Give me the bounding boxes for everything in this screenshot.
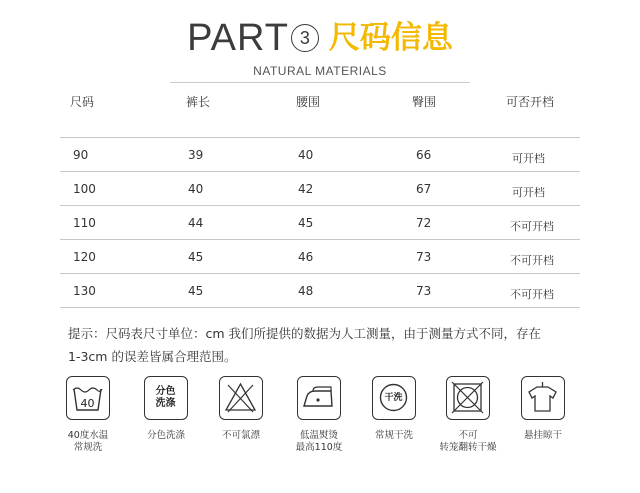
- cell-open-crotch: 不可开档: [510, 288, 554, 301]
- cell-open-crotch: 不可开档: [510, 254, 554, 267]
- cell-length: 44: [188, 216, 204, 230]
- cell-hip: 67: [416, 182, 432, 196]
- part-label: PART: [187, 17, 289, 59]
- cell-hip: 73: [416, 284, 432, 298]
- part-number-badge: 3: [291, 24, 319, 52]
- cell-waist: 42: [298, 182, 314, 196]
- cell-hip: 72: [416, 216, 432, 230]
- column-header-size: 尺码: [70, 95, 95, 109]
- care-item: [503, 376, 583, 442]
- care-label-line1: 低温熨烫: [299, 430, 338, 441]
- wash-40-icon: [66, 376, 110, 420]
- wash-temperature: 40: [80, 396, 95, 410]
- column-header-length: 裤长: [186, 95, 211, 109]
- title-row: [0, 14, 640, 62]
- cell-size: 110: [73, 216, 96, 230]
- care-item: [48, 376, 128, 454]
- cell-length: 39: [188, 148, 204, 162]
- care-item: [354, 376, 434, 442]
- symbol-line2: 洗涤: [155, 397, 176, 409]
- symbol-line1: 分色: [155, 385, 176, 397]
- separate-wash-symbol: [145, 377, 186, 418]
- care-label: [354, 430, 434, 442]
- care-item: [428, 376, 508, 454]
- low-iron-icon: [297, 376, 341, 420]
- cell-waist: 46: [298, 250, 314, 264]
- cell-size: 100: [73, 182, 96, 196]
- cell-hip: 73: [416, 250, 432, 264]
- table-row: [60, 240, 580, 274]
- care-label: [428, 430, 508, 454]
- table-row: [60, 206, 580, 240]
- care-label: [201, 430, 281, 442]
- no-tumble-dry-icon: [446, 376, 490, 420]
- care-item: [126, 376, 206, 442]
- size-note: [68, 322, 588, 368]
- care-instructions: [60, 376, 580, 486]
- care-label-line1: 悬挂晾干: [523, 430, 562, 441]
- care-label: [279, 430, 359, 454]
- cell-hip: 66: [416, 148, 432, 162]
- cell-open-crotch: 可开档: [512, 186, 545, 199]
- care-label: [48, 430, 128, 454]
- care-label-line1: 常规干洗: [374, 430, 413, 441]
- cell-length: 40: [188, 182, 204, 196]
- header: [0, 14, 640, 83]
- dry-clean-icon: [372, 376, 416, 420]
- care-label-line2: 最高110度: [295, 442, 343, 453]
- table-row: [60, 138, 580, 172]
- cell-open-crotch: 可开档: [512, 152, 545, 165]
- section-title: 尺码信息: [328, 20, 453, 56]
- hang-dry-icon: [521, 376, 565, 420]
- care-label-line1: 不可氯漂: [221, 430, 260, 441]
- table-header: [60, 91, 580, 138]
- care-label: [503, 430, 583, 442]
- column-header-hip: 臀围: [412, 95, 437, 109]
- no-bleach-icon: [219, 376, 263, 420]
- cell-length: 45: [188, 284, 204, 298]
- care-label: [126, 430, 206, 442]
- cell-size: 90: [73, 148, 89, 162]
- care-label-line1: 40度水温: [67, 430, 109, 441]
- table-row: [60, 172, 580, 206]
- care-label-line1: 分色洗涤: [146, 430, 185, 441]
- separate-wash-icon: [144, 376, 188, 420]
- subtitle-divider: [170, 82, 470, 83]
- size-note-line1: 提示：尺码表尺寸单位：cm 我们所提供的数据为人工测量，由于测量方式不同，存在: [68, 326, 542, 341]
- care-label-line2: 常规洗: [73, 442, 103, 453]
- cell-waist: 40: [298, 148, 314, 162]
- column-header-open-crotch: 可否开档: [506, 95, 555, 109]
- care-item: [201, 376, 281, 442]
- care-label-line1: 不可: [458, 430, 478, 441]
- cell-size: 130: [73, 284, 96, 298]
- column-header-waist: 腰围: [296, 95, 321, 109]
- cell-length: 45: [188, 250, 204, 264]
- subtitle: NATURAL MATERIALS: [253, 64, 387, 78]
- cell-waist: 48: [298, 284, 314, 298]
- care-item: [279, 376, 359, 454]
- care-label-line2: 转笼翻转干燥: [439, 442, 497, 453]
- dry-clean-symbol: 干洗: [384, 392, 403, 403]
- cell-size: 120: [73, 250, 96, 264]
- table-row: [60, 274, 580, 308]
- cell-open-crotch: 不可开档: [510, 220, 554, 233]
- cell-waist: 45: [298, 216, 314, 230]
- size-note-line2: 1-3cm 的误差皆属合理范围。: [68, 349, 237, 364]
